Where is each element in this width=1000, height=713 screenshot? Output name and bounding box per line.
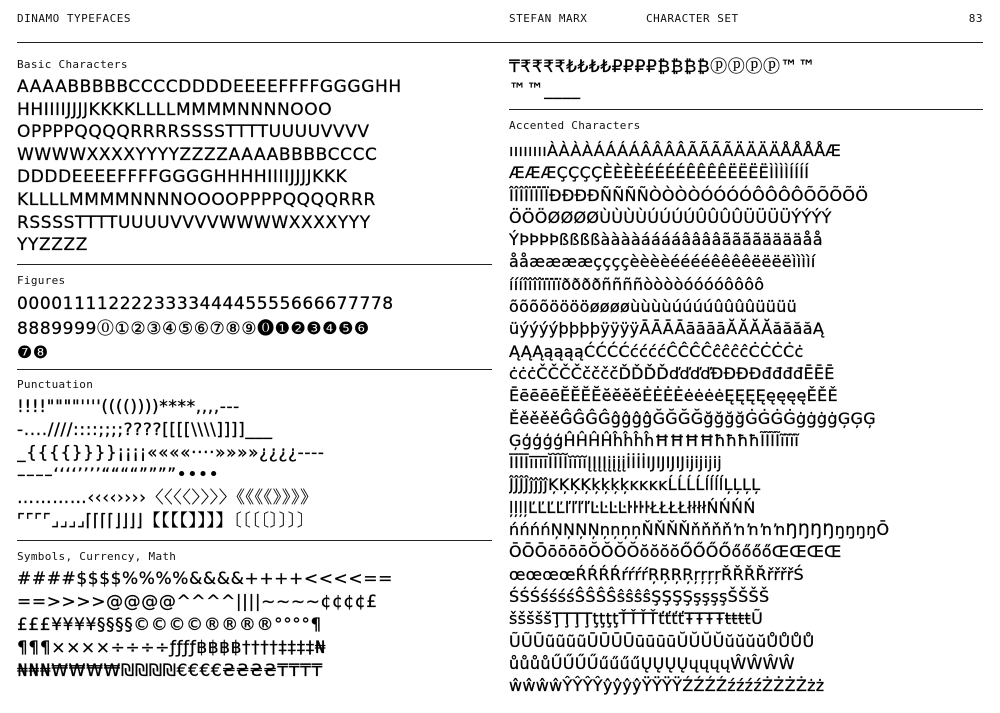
glyph-line: ÝÞÞÞÞßßßßààààááááââââããããääääåå: [509, 230, 823, 250]
glyph-line: ÆÆÆÇÇÇÇÈÈÈÈÉÉÉÉÊÊÊÊËËËËÌÌÌÌÍÍÍÍ: [509, 163, 810, 183]
divider-punctuation: [17, 369, 492, 370]
page-number: 83: [968, 12, 983, 25]
glyph-line: -....////::::;;;;????[[[[\\\\]]]]___: [17, 419, 273, 440]
glyph-line: ĴĴĴĴĵĵĵĵĶĶĶĶķķķķĸĸĸĸĹĹĹĹĺĺĺĺĻĻĻĻ: [509, 475, 761, 495]
glyph-line: ––––‘‘‘‘’’’’““““””””••••: [17, 465, 220, 486]
symbols-grid: [17, 568, 491, 708]
glyph-line: õõõõööööøøøøùùùùúúúúûûûûüüüü: [509, 297, 798, 317]
glyph-line: šššššŢŢŢŢţţţţŤŤŤŤťťťťŦŦŦŦŧŧŧŧŨ: [509, 609, 764, 629]
glyph-line: ļļļļĽĽĽĽľľľľĿĿĿĿŀŀŀŀŁŁŁŁłłłłŃŃŃŃ: [509, 497, 756, 517]
glyph-line: 8889999⓪①②③④⑤⑥⑦⑧⑨⓿❶❷❸❹❺❻: [17, 318, 370, 339]
glyph-line: _{{{{}}}}¡¡¡¡««««····»»»»¿¿¿¿----: [17, 442, 325, 463]
glyph-line: ůůůůŰŰŰŰűűűűŲŲŲŲųųųųŴŴŴŴ: [509, 653, 795, 673]
section-name: CHARACTER SET: [646, 12, 739, 25]
glyph-line: WWWWXXXXYYYYZZZZAAAABBBBCCCC: [17, 144, 378, 165]
glyph-line: RSSSSTTTTUUUUVVVVWWWWXXXXYYY: [17, 212, 371, 233]
punctuation-grid: [17, 396, 491, 536]
accented-characters-grid: [509, 140, 983, 706]
figures-grid: [17, 292, 491, 366]
author-name: STEFAN MARX: [509, 12, 588, 25]
basic-characters-grid: [17, 76, 491, 258]
glyph-line: ₦₦₦₩₩₩₩₪₪₪₪€€€€₴₴₴₴₸₸₸₸: [17, 661, 323, 681]
glyph-line: ™™____: [509, 80, 581, 100]
glyph-line: ĄĄĄąąąąĆĆĆĆććććĈĈĈĈĉĉĉĉĊĊĊĊċ: [509, 341, 804, 361]
glyph-line: ııııııııÀÀÀÀÁÁÁÁÂÂÂÂÃÃÃÃÄÄÄÄÅÅÅÅÆ: [509, 141, 842, 160]
basic-characters-title: Basic Characters: [17, 58, 128, 71]
header-divider: [17, 42, 983, 43]
currency-continued-grid: [509, 56, 983, 104]
glyph-line: ####$$$$%%%%&&&&++++<<<<==: [17, 569, 393, 589]
glyph-line: ⌜⌜⌜⌜⌟⌟⌟⌟⌈⌈⌈⌈⌋⌋⌋⌋【【【【】】】】〔〔〔〔〕〕〕〕: [17, 510, 315, 531]
glyph-line: YYZZZZ: [17, 235, 88, 256]
glyph-line: AAAABBBBBCCCCDDDDEEEEFFFFGGGGHH: [17, 77, 402, 97]
punctuation-title: Punctuation: [17, 378, 94, 391]
figures-title: Figures: [17, 274, 66, 287]
glyph-line: œœœœŔŔŔŔŕŕŕŕŖŖŖŖŗŗŗŗŘŘŘŘřřřřŚ: [509, 564, 804, 584]
glyph-line: üýýýýþþþþÿÿÿÿĀĀĀĀāāāāĂĂĂĂăăăăĄ: [509, 319, 825, 339]
glyph-line: ŌŌŌōōōōŎŎŎŎŏŏŏŏŐŐŐŐőőőőŒŒŒŒ: [509, 542, 842, 562]
glyph-line: ĒēēēēĔĔĔĔĕĕĕĕĖĖĖĖėėėėĘĘĘĘęęęęĚĚĚ: [509, 386, 838, 406]
glyph-line: …………‹‹‹‹››››〈〈〈〈〉〉〉〉《《《《》》》》: [17, 488, 318, 509]
glyph-line: OPPPPQQQQRRRRSSSSTTTTUUUUVVVV: [17, 122, 370, 143]
glyph-line: ĪĪĪĪīīīīĬĬĬĬĭĭĭĭĮĮĮĮįįįįİİİİĲĲĲĲĳĳĳĳ: [509, 453, 722, 473]
glyph-line: ₸₹₹₹₹₺₺₺₺₽₽₽₽₿₿₿₿ⓟⓟⓟⓟ™™: [509, 57, 816, 77]
glyph-line: íííîîîîïïïïððððññññòòòòóóóóôôôô: [509, 274, 765, 294]
glyph-line: ÎÎÎÎÏÏÏÏÐÐÐÐÑÑÑÑÒÒÒÒÓÓÓÓÔÔÔÔÕÕÕÕÖ: [509, 185, 869, 205]
glyph-line: ŵŵŵŵŶŶŶŶŷŷŷŷŸŸŸŸŹŹŹŹźźźźŻŻŻŻżż: [509, 676, 825, 696]
glyph-line: ńńńńŅŅŅŅņņņņŇŇŇŇňňňňŉŉŉŉŊŊŊŊŋŋŋŋŌ: [509, 520, 890, 540]
glyph-line: ÖÖÖØØØØÙÙÙÙÚÚÚÚÛÛÛÛÜÜÜÜÝÝÝÝ: [509, 207, 832, 227]
glyph-line: ĢģģģģĤĤĤĤĥĥĥĥĦĦĦĦħħħħĨĨĨĨĩĩĩĩ: [509, 430, 800, 450]
divider-symbols: [17, 540, 492, 541]
glyph-line: KLLLLMMMMNNNNOOOOPPPPQQQQRRR: [17, 189, 376, 210]
divider-accented: [509, 109, 983, 110]
glyph-line: ==>>>>@@@@^^^^||||~~~~¢¢¢¢£: [17, 592, 378, 612]
glyph-line: ååææææççççèèèèééééêêêêëëëëììììí: [509, 252, 816, 272]
glyph-line: !!!!""""''''(((())))****,,,,---: [17, 397, 240, 417]
glyph-line: ❼❽: [17, 343, 49, 363]
glyph-line: ċċċČČČČččččĎĎĎĎďďďďĐĐĐĐđđđđĒĒĒ: [509, 363, 835, 383]
glyph-line: £££¥¥¥¥§§§§©©©©®®®®°°°°¶: [17, 615, 322, 635]
glyph-line: HHIIIIJJJJKKKKLLLLMMMMNNNNOOO: [17, 99, 333, 120]
glyph-line: DDDDEEEEFFFFGGGGHHHHIIIIJJJJKKK: [17, 167, 348, 188]
glyph-line: ŨŨŨũũũũŪŪŪŪūūūūŬŬŬŬŭŭŭŭŮŮŮŮ: [509, 631, 815, 651]
glyph-line: 000011112222333344445555666677778: [17, 294, 394, 314]
brand-name: DINAMO TYPEFACES: [17, 12, 131, 25]
divider-figures: [17, 264, 492, 265]
glyph-line: ŚŚŚśśśśŜŜŜŜŝŝŝŝŞŞŞŞşşşşŠŠŠŠ: [509, 586, 770, 606]
glyph-line: ĚěěěěĜĜĜĜĝĝĝĝĞĞĞĞğğğğĠĠĠĠġġġġĢĢĢ: [509, 408, 876, 428]
glyph-line: ¶¶¶××××÷÷÷÷ƒƒƒƒ฿฿฿฿††††‡‡‡‡₦: [17, 638, 327, 658]
symbols-title: Symbols, Currency, Math: [17, 550, 177, 563]
accented-characters-title: Accented Characters: [509, 119, 641, 132]
